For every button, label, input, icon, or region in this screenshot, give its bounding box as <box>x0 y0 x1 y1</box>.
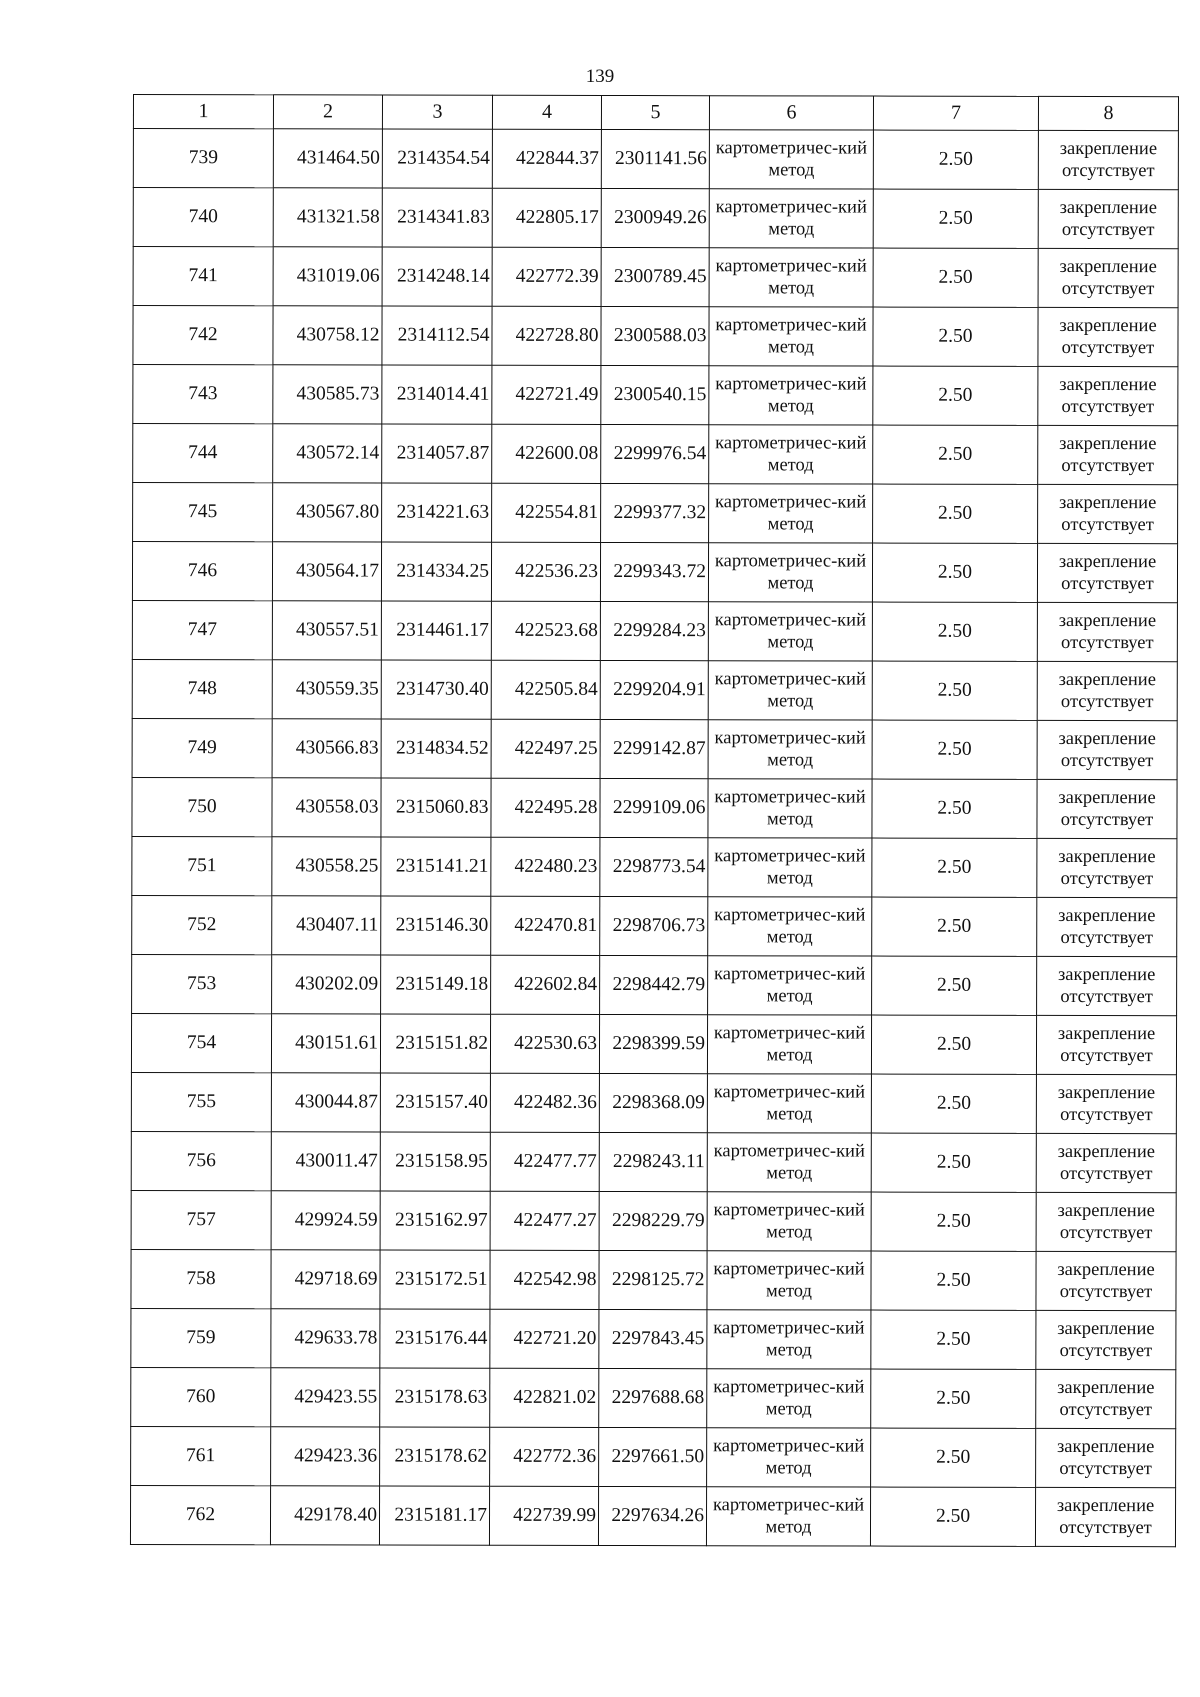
fixing-description-cell: закрепление отсутствует <box>1036 1251 1176 1310</box>
x-coordinate-cell: 430011.47 <box>271 1132 380 1191</box>
fixing-description-cell: закрепление отсутствует <box>1035 1487 1175 1546</box>
x2-coordinate-cell: 422530.63 <box>490 1014 599 1073</box>
method-cell: картометричес-кий метод <box>709 130 873 189</box>
accuracy-cell: 2.50 <box>872 720 1037 779</box>
point-number-cell: 755 <box>131 1072 271 1131</box>
y2-coordinate-cell: 2300588.03 <box>601 306 709 365</box>
method-cell: картометричес-кий метод <box>707 1310 871 1369</box>
table-row <box>132 954 1177 1015</box>
y2-coordinate-cell: 2298706.73 <box>600 896 708 955</box>
method-cell: картометричес-кий метод <box>706 1487 870 1546</box>
x2-coordinate-cell: 422477.27 <box>490 1191 599 1250</box>
x2-coordinate-cell: 422772.39 <box>492 247 601 306</box>
point-number-cell: 756 <box>131 1131 271 1190</box>
fixing-description-cell: закрепление отсутствует <box>1037 543 1177 602</box>
x2-coordinate-cell: 422721.49 <box>492 365 601 424</box>
method-cell: картометричес-кий метод <box>707 1133 871 1192</box>
x2-coordinate-cell: 422602.84 <box>491 955 600 1014</box>
table-row <box>132 659 1177 720</box>
x-coordinate-cell: 430558.03 <box>272 778 381 837</box>
y-coordinate-cell: 2315176.44 <box>380 1309 490 1368</box>
point-number-cell: 742 <box>133 306 273 365</box>
table-row <box>132 777 1177 838</box>
point-number-cell: 754 <box>131 1013 271 1072</box>
x2-coordinate-cell: 422477.77 <box>490 1132 599 1191</box>
y-coordinate-cell: 2315157.40 <box>380 1073 490 1132</box>
x-coordinate-cell: 430559.35 <box>272 660 381 719</box>
x2-coordinate-cell: 422728.80 <box>492 306 601 365</box>
accuracy-cell: 2.50 <box>871 1015 1036 1074</box>
coordinates-table <box>130 94 1179 1547</box>
x-coordinate-cell: 430567.80 <box>273 483 382 542</box>
method-cell: картометричес-кий метод <box>708 661 872 720</box>
fixing-description-cell: закрепление отсутствует <box>1038 189 1178 248</box>
x-coordinate-cell: 429423.36 <box>271 1427 380 1486</box>
point-number-cell: 762 <box>130 1485 270 1544</box>
table-row <box>131 1072 1176 1133</box>
method-cell: картометричес-кий метод <box>707 1015 871 1074</box>
x-coordinate-cell: 430564.17 <box>272 542 381 601</box>
fixing-description-cell: закрепление отсутствует <box>1037 661 1177 720</box>
x-coordinate-cell: 430572.14 <box>273 424 382 483</box>
point-number-cell: 752 <box>132 895 272 954</box>
method-cell: картометричес-кий метод <box>708 602 872 661</box>
y-coordinate-cell: 2314834.52 <box>381 719 491 778</box>
y-coordinate-cell: 2315172.51 <box>380 1250 490 1309</box>
method-cell: картометричес-кий метод <box>708 720 872 779</box>
point-number-cell: 741 <box>133 247 273 306</box>
x-coordinate-cell: 429924.59 <box>271 1191 380 1250</box>
column-header: 4 <box>492 95 601 129</box>
accuracy-cell: 2.50 <box>871 1251 1036 1310</box>
x2-coordinate-cell: 422523.68 <box>491 601 600 660</box>
accuracy-cell: 2.50 <box>871 1192 1036 1251</box>
accuracy-cell: 2.50 <box>873 484 1038 543</box>
fixing-description-cell: закрепление отсутствует <box>1036 1369 1176 1428</box>
column-header: 1 <box>133 95 273 129</box>
column-header: 6 <box>709 96 873 130</box>
x-coordinate-cell: 431321.58 <box>273 188 382 247</box>
point-number-cell: 739 <box>133 129 273 188</box>
y-coordinate-cell: 2315178.63 <box>380 1368 490 1427</box>
y2-coordinate-cell: 2297688.68 <box>599 1368 707 1427</box>
column-header: 7 <box>873 96 1038 130</box>
y2-coordinate-cell: 2299109.06 <box>600 778 708 837</box>
x2-coordinate-cell: 422470.81 <box>491 896 600 955</box>
y-coordinate-cell: 2314334.25 <box>381 542 491 601</box>
point-number-cell: 759 <box>131 1308 271 1367</box>
method-cell: картометричес-кий метод <box>708 956 872 1015</box>
fixing-description-cell: закрепление отсутствует <box>1036 1310 1176 1369</box>
y-coordinate-cell: 2315158.95 <box>380 1132 490 1191</box>
table-row <box>133 247 1178 308</box>
accuracy-cell: 2.50 <box>871 1310 1036 1369</box>
accuracy-cell: 2.50 <box>870 1487 1035 1546</box>
x2-coordinate-cell: 422482.36 <box>490 1073 599 1132</box>
y2-coordinate-cell: 2299377.32 <box>601 483 709 542</box>
y2-coordinate-cell: 2297634.26 <box>598 1486 706 1545</box>
y-coordinate-cell: 2315178.62 <box>380 1427 490 1486</box>
point-number-cell: 760 <box>131 1367 271 1426</box>
y2-coordinate-cell: 2299204.91 <box>600 660 708 719</box>
fixing-description-cell: закрепление отсутствует <box>1037 720 1177 779</box>
x2-coordinate-cell: 422554.81 <box>492 483 601 542</box>
point-number-cell: 740 <box>133 188 273 247</box>
column-header: 3 <box>382 95 492 129</box>
point-number-cell: 761 <box>131 1426 271 1485</box>
y2-coordinate-cell: 2297843.45 <box>599 1309 707 1368</box>
column-header: 8 <box>1038 96 1178 130</box>
y2-coordinate-cell: 2298368.09 <box>599 1073 707 1132</box>
x-coordinate-cell: 430558.25 <box>272 837 381 896</box>
accuracy-cell: 2.50 <box>872 543 1037 602</box>
accuracy-cell: 2.50 <box>873 425 1038 484</box>
x2-coordinate-cell: 422542.98 <box>490 1250 599 1309</box>
x2-coordinate-cell: 422536.23 <box>491 542 600 601</box>
column-header: 2 <box>273 95 382 129</box>
table-header <box>133 95 1178 131</box>
y2-coordinate-cell: 2297661.50 <box>599 1427 707 1486</box>
y2-coordinate-cell: 2301141.56 <box>601 129 709 188</box>
method-cell: картометричес-кий метод <box>707 1192 871 1251</box>
y2-coordinate-cell: 2300540.15 <box>601 365 709 424</box>
accuracy-cell: 2.50 <box>872 779 1037 838</box>
fixing-description-cell: закрепление отсутствует <box>1037 838 1177 897</box>
accuracy-cell: 2.50 <box>873 130 1038 189</box>
method-cell: картометричес-кий метод <box>709 366 873 425</box>
y-coordinate-cell: 2315146.30 <box>381 896 491 955</box>
y-coordinate-cell: 2315151.82 <box>380 1014 490 1073</box>
y2-coordinate-cell: 2300949.26 <box>601 188 709 247</box>
accuracy-cell: 2.50 <box>871 1428 1036 1487</box>
x-coordinate-cell: 430758.12 <box>273 306 382 365</box>
accuracy-cell: 2.50 <box>872 838 1037 897</box>
fixing-description-cell: закрепление отсутствует <box>1038 130 1178 189</box>
accuracy-cell: 2.50 <box>873 366 1038 425</box>
page-number: 139 <box>585 66 615 87</box>
x2-coordinate-cell: 422480.23 <box>491 837 600 896</box>
fixing-description-cell: закрепление отсутствует <box>1038 366 1178 425</box>
table-row <box>131 1367 1176 1428</box>
y2-coordinate-cell: 2299142.87 <box>600 719 708 778</box>
y-coordinate-cell: 2314248.14 <box>382 247 492 306</box>
accuracy-cell: 2.50 <box>873 307 1038 366</box>
x2-coordinate-cell: 422600.08 <box>492 424 601 483</box>
point-number-cell: 745 <box>133 483 273 542</box>
table-row <box>131 1013 1176 1074</box>
fixing-description-cell: закрепление отсутствует <box>1037 956 1177 1015</box>
point-number-cell: 758 <box>131 1249 271 1308</box>
accuracy-cell: 2.50 <box>872 602 1037 661</box>
y2-coordinate-cell: 2300789.45 <box>601 247 709 306</box>
table-row <box>132 836 1177 897</box>
method-cell: картометричес-кий метод <box>709 189 873 248</box>
y-coordinate-cell: 2314014.41 <box>382 365 492 424</box>
accuracy-cell: 2.50 <box>872 897 1037 956</box>
table-row <box>132 718 1177 779</box>
x2-coordinate-cell: 422772.36 <box>490 1427 599 1486</box>
table-row <box>133 365 1178 426</box>
method-cell: картометричес-кий метод <box>708 543 872 602</box>
y2-coordinate-cell: 2298243.11 <box>599 1132 707 1191</box>
table-row <box>130 1485 1175 1546</box>
y-coordinate-cell: 2315181.17 <box>379 1486 489 1545</box>
table-row <box>132 600 1177 661</box>
x-coordinate-cell: 430044.87 <box>271 1073 380 1132</box>
y2-coordinate-cell: 2299976.54 <box>601 424 709 483</box>
table-row <box>132 895 1177 956</box>
y2-coordinate-cell: 2299343.72 <box>600 542 708 601</box>
y-coordinate-cell: 2314354.54 <box>382 129 492 188</box>
x2-coordinate-cell: 422721.20 <box>490 1309 599 1368</box>
table-row <box>131 1190 1176 1251</box>
point-number-cell: 749 <box>132 718 272 777</box>
fixing-description-cell: закрепление отсутствует <box>1038 248 1178 307</box>
method-cell: картометричес-кий метод <box>709 425 873 484</box>
accuracy-cell: 2.50 <box>871 1369 1036 1428</box>
x2-coordinate-cell: 422739.99 <box>489 1486 598 1545</box>
y-coordinate-cell: 2314057.87 <box>382 424 492 483</box>
y2-coordinate-cell: 2298442.79 <box>600 955 708 1014</box>
method-cell: картометричес-кий метод <box>707 1074 871 1133</box>
x-coordinate-cell: 429633.78 <box>271 1309 380 1368</box>
point-number-cell: 757 <box>131 1190 271 1249</box>
x-coordinate-cell: 429423.55 <box>271 1368 380 1427</box>
x-coordinate-cell: 431019.06 <box>273 247 382 306</box>
method-cell: картометричес-кий метод <box>709 307 873 366</box>
point-number-cell: 751 <box>132 836 272 895</box>
fixing-description-cell: закрепление отсутствует <box>1038 307 1178 366</box>
table-row <box>131 1249 1176 1310</box>
x-coordinate-cell: 430557.51 <box>272 601 381 660</box>
table-row <box>131 1308 1176 1369</box>
x2-coordinate-cell: 422505.84 <box>491 660 600 719</box>
y-coordinate-cell: 2315149.18 <box>381 955 491 1014</box>
x2-coordinate-cell: 422495.28 <box>491 778 600 837</box>
column-header: 5 <box>601 95 709 129</box>
y-coordinate-cell: 2314461.17 <box>381 601 491 660</box>
table-row <box>133 424 1178 485</box>
y-coordinate-cell: 2315162.97 <box>380 1191 490 1250</box>
method-cell: картометричес-кий метод <box>707 1369 871 1428</box>
accuracy-cell: 2.50 <box>873 248 1038 307</box>
x2-coordinate-cell: 422805.17 <box>492 188 601 247</box>
x-coordinate-cell: 429718.69 <box>271 1250 380 1309</box>
accuracy-cell: 2.50 <box>871 1074 1036 1133</box>
accuracy-cell: 2.50 <box>872 956 1037 1015</box>
accuracy-cell: 2.50 <box>871 1133 1036 1192</box>
table-row <box>131 1426 1176 1487</box>
method-cell: картометричес-кий метод <box>709 248 873 307</box>
point-number-cell: 746 <box>132 542 272 601</box>
method-cell: картометричес-кий метод <box>707 1428 871 1487</box>
y2-coordinate-cell: 2299284.23 <box>600 601 708 660</box>
method-cell: картометричес-кий метод <box>708 838 872 897</box>
point-number-cell: 748 <box>132 659 272 718</box>
y2-coordinate-cell: 2298229.79 <box>599 1191 707 1250</box>
fixing-description-cell: закрепление отсутствует <box>1036 1133 1176 1192</box>
x2-coordinate-cell: 422844.37 <box>492 129 601 188</box>
fixing-description-cell: закрепление отсутствует <box>1037 602 1177 661</box>
y-coordinate-cell: 2315141.21 <box>381 837 491 896</box>
method-cell: картометричес-кий метод <box>709 484 873 543</box>
point-number-cell: 744 <box>133 424 273 483</box>
fixing-description-cell: закрепление отсутствует <box>1038 425 1178 484</box>
fixing-description-cell: закрепление отсутствует <box>1037 897 1177 956</box>
x-coordinate-cell: 430566.83 <box>272 719 381 778</box>
x2-coordinate-cell: 422497.25 <box>491 719 600 778</box>
method-cell: картометричес-кий метод <box>707 1251 871 1310</box>
x-coordinate-cell: 430585.73 <box>273 365 382 424</box>
y-coordinate-cell: 2314730.40 <box>381 660 491 719</box>
y-coordinate-cell: 2314341.83 <box>382 188 492 247</box>
x-coordinate-cell: 430407.11 <box>272 896 381 955</box>
header-row <box>133 95 1178 131</box>
table-row <box>133 483 1178 544</box>
y-coordinate-cell: 2314221.63 <box>382 483 492 542</box>
y-coordinate-cell: 2315060.83 <box>381 778 491 837</box>
y-coordinate-cell: 2314112.54 <box>382 306 492 365</box>
fixing-description-cell: закрепление отсутствует <box>1036 1428 1176 1487</box>
table-row <box>133 129 1178 190</box>
x-coordinate-cell: 431464.50 <box>273 129 382 188</box>
x-coordinate-cell: 429178.40 <box>270 1486 379 1545</box>
x-coordinate-cell: 430202.09 <box>272 955 381 1014</box>
fixing-description-cell: закрепление отсутствует <box>1036 1015 1176 1074</box>
x2-coordinate-cell: 422821.02 <box>490 1368 599 1427</box>
y2-coordinate-cell: 2298125.72 <box>599 1250 707 1309</box>
fixing-description-cell: закрепление отсутствует <box>1036 1074 1176 1133</box>
table-row <box>131 1131 1176 1192</box>
y2-coordinate-cell: 2298399.59 <box>599 1014 707 1073</box>
fixing-description-cell: закрепление отсутствует <box>1037 779 1177 838</box>
x-coordinate-cell: 430151.61 <box>271 1014 380 1073</box>
point-number-cell: 753 <box>132 954 272 1013</box>
point-number-cell: 750 <box>132 777 272 836</box>
table-row <box>133 306 1178 367</box>
fixing-description-cell: закрепление отсутствует <box>1036 1192 1176 1251</box>
method-cell: картометричес-кий метод <box>708 897 872 956</box>
accuracy-cell: 2.50 <box>872 661 1037 720</box>
point-number-cell: 747 <box>132 600 272 659</box>
point-number-cell: 743 <box>133 365 273 424</box>
method-cell: картометричес-кий метод <box>708 779 872 838</box>
table-body <box>130 129 1178 1547</box>
table-row <box>133 188 1178 249</box>
fixing-description-cell: закрепление отсутствует <box>1038 484 1178 543</box>
y2-coordinate-cell: 2298773.54 <box>600 837 708 896</box>
accuracy-cell: 2.50 <box>873 189 1038 248</box>
table-row <box>132 542 1177 603</box>
